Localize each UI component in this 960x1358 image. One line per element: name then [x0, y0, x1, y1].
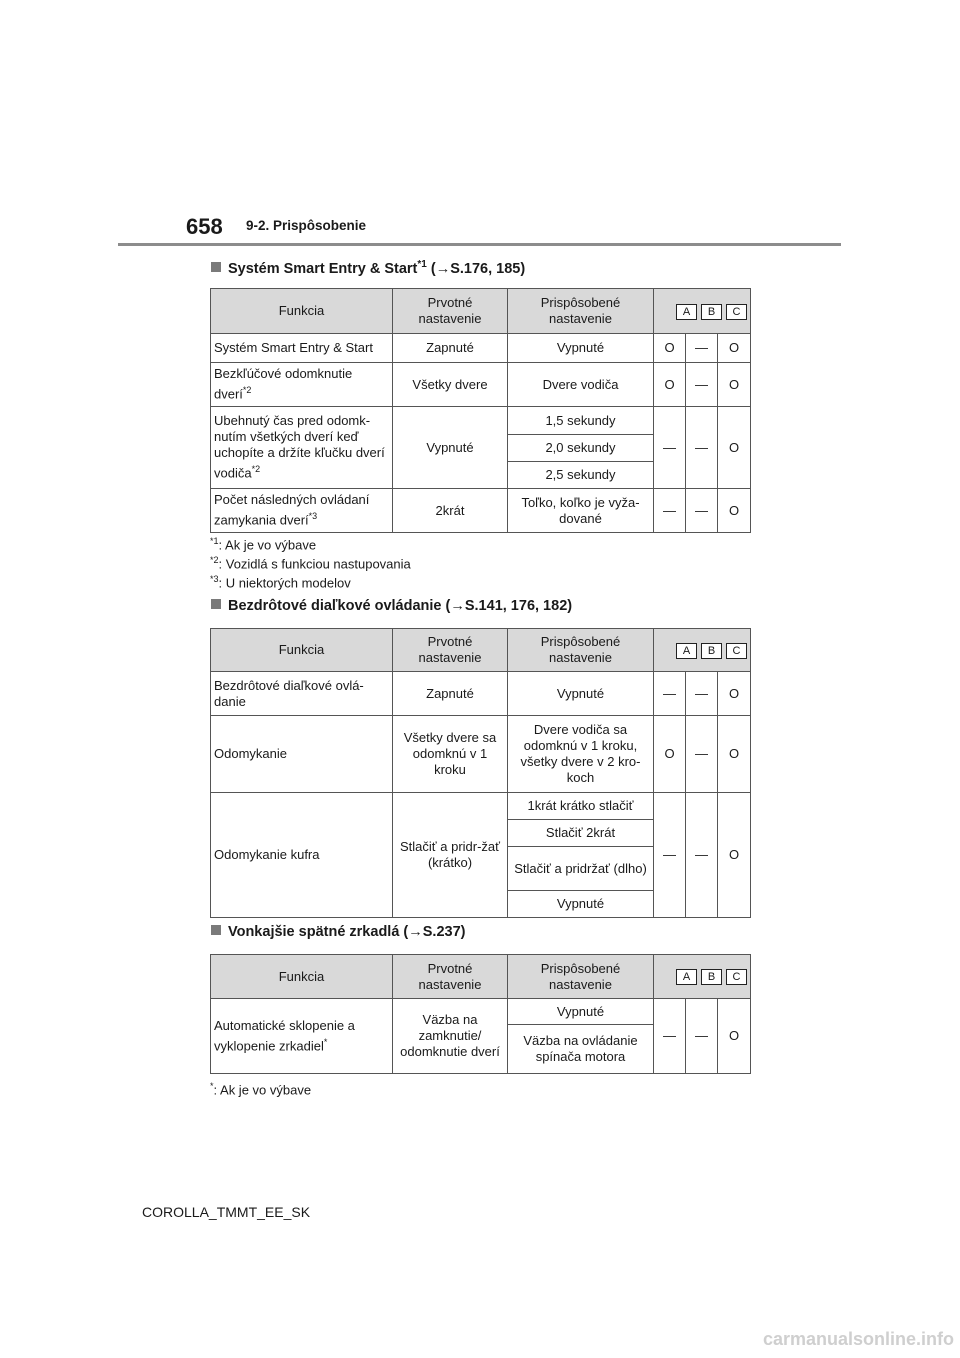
remote-control-table	[210, 628, 751, 918]
col-function: Funkcia	[211, 289, 393, 334]
table-row: Počet následných ovládaní zamykania dverí$^{*3}$ 2krát Toľko, koľko je vyža-dované — — O	[211, 489, 751, 533]
table-row: Systém Smart Entry & Start Zapnuté Vypnuté O — O	[211, 334, 751, 363]
header-divider	[118, 243, 841, 246]
bullet-square-icon	[211, 262, 221, 272]
model-code: COROLLA_TMMT_EE_SK	[142, 1204, 311, 1220]
table-row: Odomykanie kufra Stlačiť a pridr-žať (krátko) 1krát krátko stlačiť — — O	[211, 793, 751, 820]
bullet-square-icon	[211, 925, 221, 935]
table-header	[211, 289, 751, 334]
footnote: $^{*2}$: Vozidlá s funkciou nastupovania	[210, 555, 411, 572]
table-row: Stlačiť 2krát	[211, 820, 751, 847]
footnote: *: Ak je vo výbave	[210, 1081, 312, 1098]
col-custom: Prispôsobené nastavenie	[508, 289, 654, 334]
table-row: Vypnuté	[211, 891, 751, 918]
section2-heading: Bezdrôtové diaľkové ovládanie (→S.141, 176, 182)	[211, 598, 572, 614]
section1-heading: Systém Smart Entry & Start$^{*1}$ (→S.176, 185)	[211, 259, 525, 277]
bullet-square-icon	[211, 599, 221, 609]
footnote: $^{*1}$: Ak je vo výbave	[210, 536, 317, 553]
smart-entry-table	[210, 288, 751, 533]
table-header: Funkcia Prvotné nastavenie Prispôsobené nastavenie A B C	[211, 955, 751, 999]
footnote: $^{*3}$: U niektorých modelov	[210, 574, 351, 591]
col-letters: A B C	[654, 289, 751, 334]
mirrors-table	[210, 954, 751, 1074]
table-row: Odomykanie Všetky dvere sa odomknú v 1 kroku Dvere vodiča sa odomknú v 1 kroku, všetky dvere v 2 kro-koch O — O	[211, 716, 751, 793]
page-number: 658	[186, 214, 223, 239]
table-row: Bezdrôtové diaľkové ovlá-danie Zapnuté Vypnuté — — O	[211, 672, 751, 716]
table-row: Bezkľúčové odomknutie dverí$^{*2}$ Všetky dvere Dvere vodiča O — O	[211, 363, 751, 407]
table-row: Väzba na ovládanie spínača motora	[211, 1025, 751, 1074]
table-row: 2,0 sekundy	[211, 435, 751, 462]
table-row: Stlačiť a pridržať (dlho)	[211, 847, 751, 891]
section3-heading: Vonkajšie spätné zrkadlá (→S.237)	[211, 924, 465, 940]
table-header: Funkcia Prvotné nastavenie Prispôsobené nastavenie A B C	[211, 629, 751, 672]
table-row: Automatické sklopenie a vyklopenie zrkadiel* Väzba na zamknutie/ odomknutie dverí Vypnuté — — O	[211, 999, 751, 1025]
table-row: Ubehnutý čas pred odomk-nutím všetkých dverí keď uchopíte a držíte kľučku dverí vodiča$^{*2}$ Vypnuté 1,5 sekundy — — O	[211, 407, 751, 435]
col-default: Prvotné nastavenie	[393, 289, 508, 334]
table-row: 2,5 sekundy	[211, 462, 751, 489]
watermark: carmanualsonline.info	[762, 1329, 954, 1349]
section-title: 9-2. Prispôsobenie	[246, 218, 367, 233]
